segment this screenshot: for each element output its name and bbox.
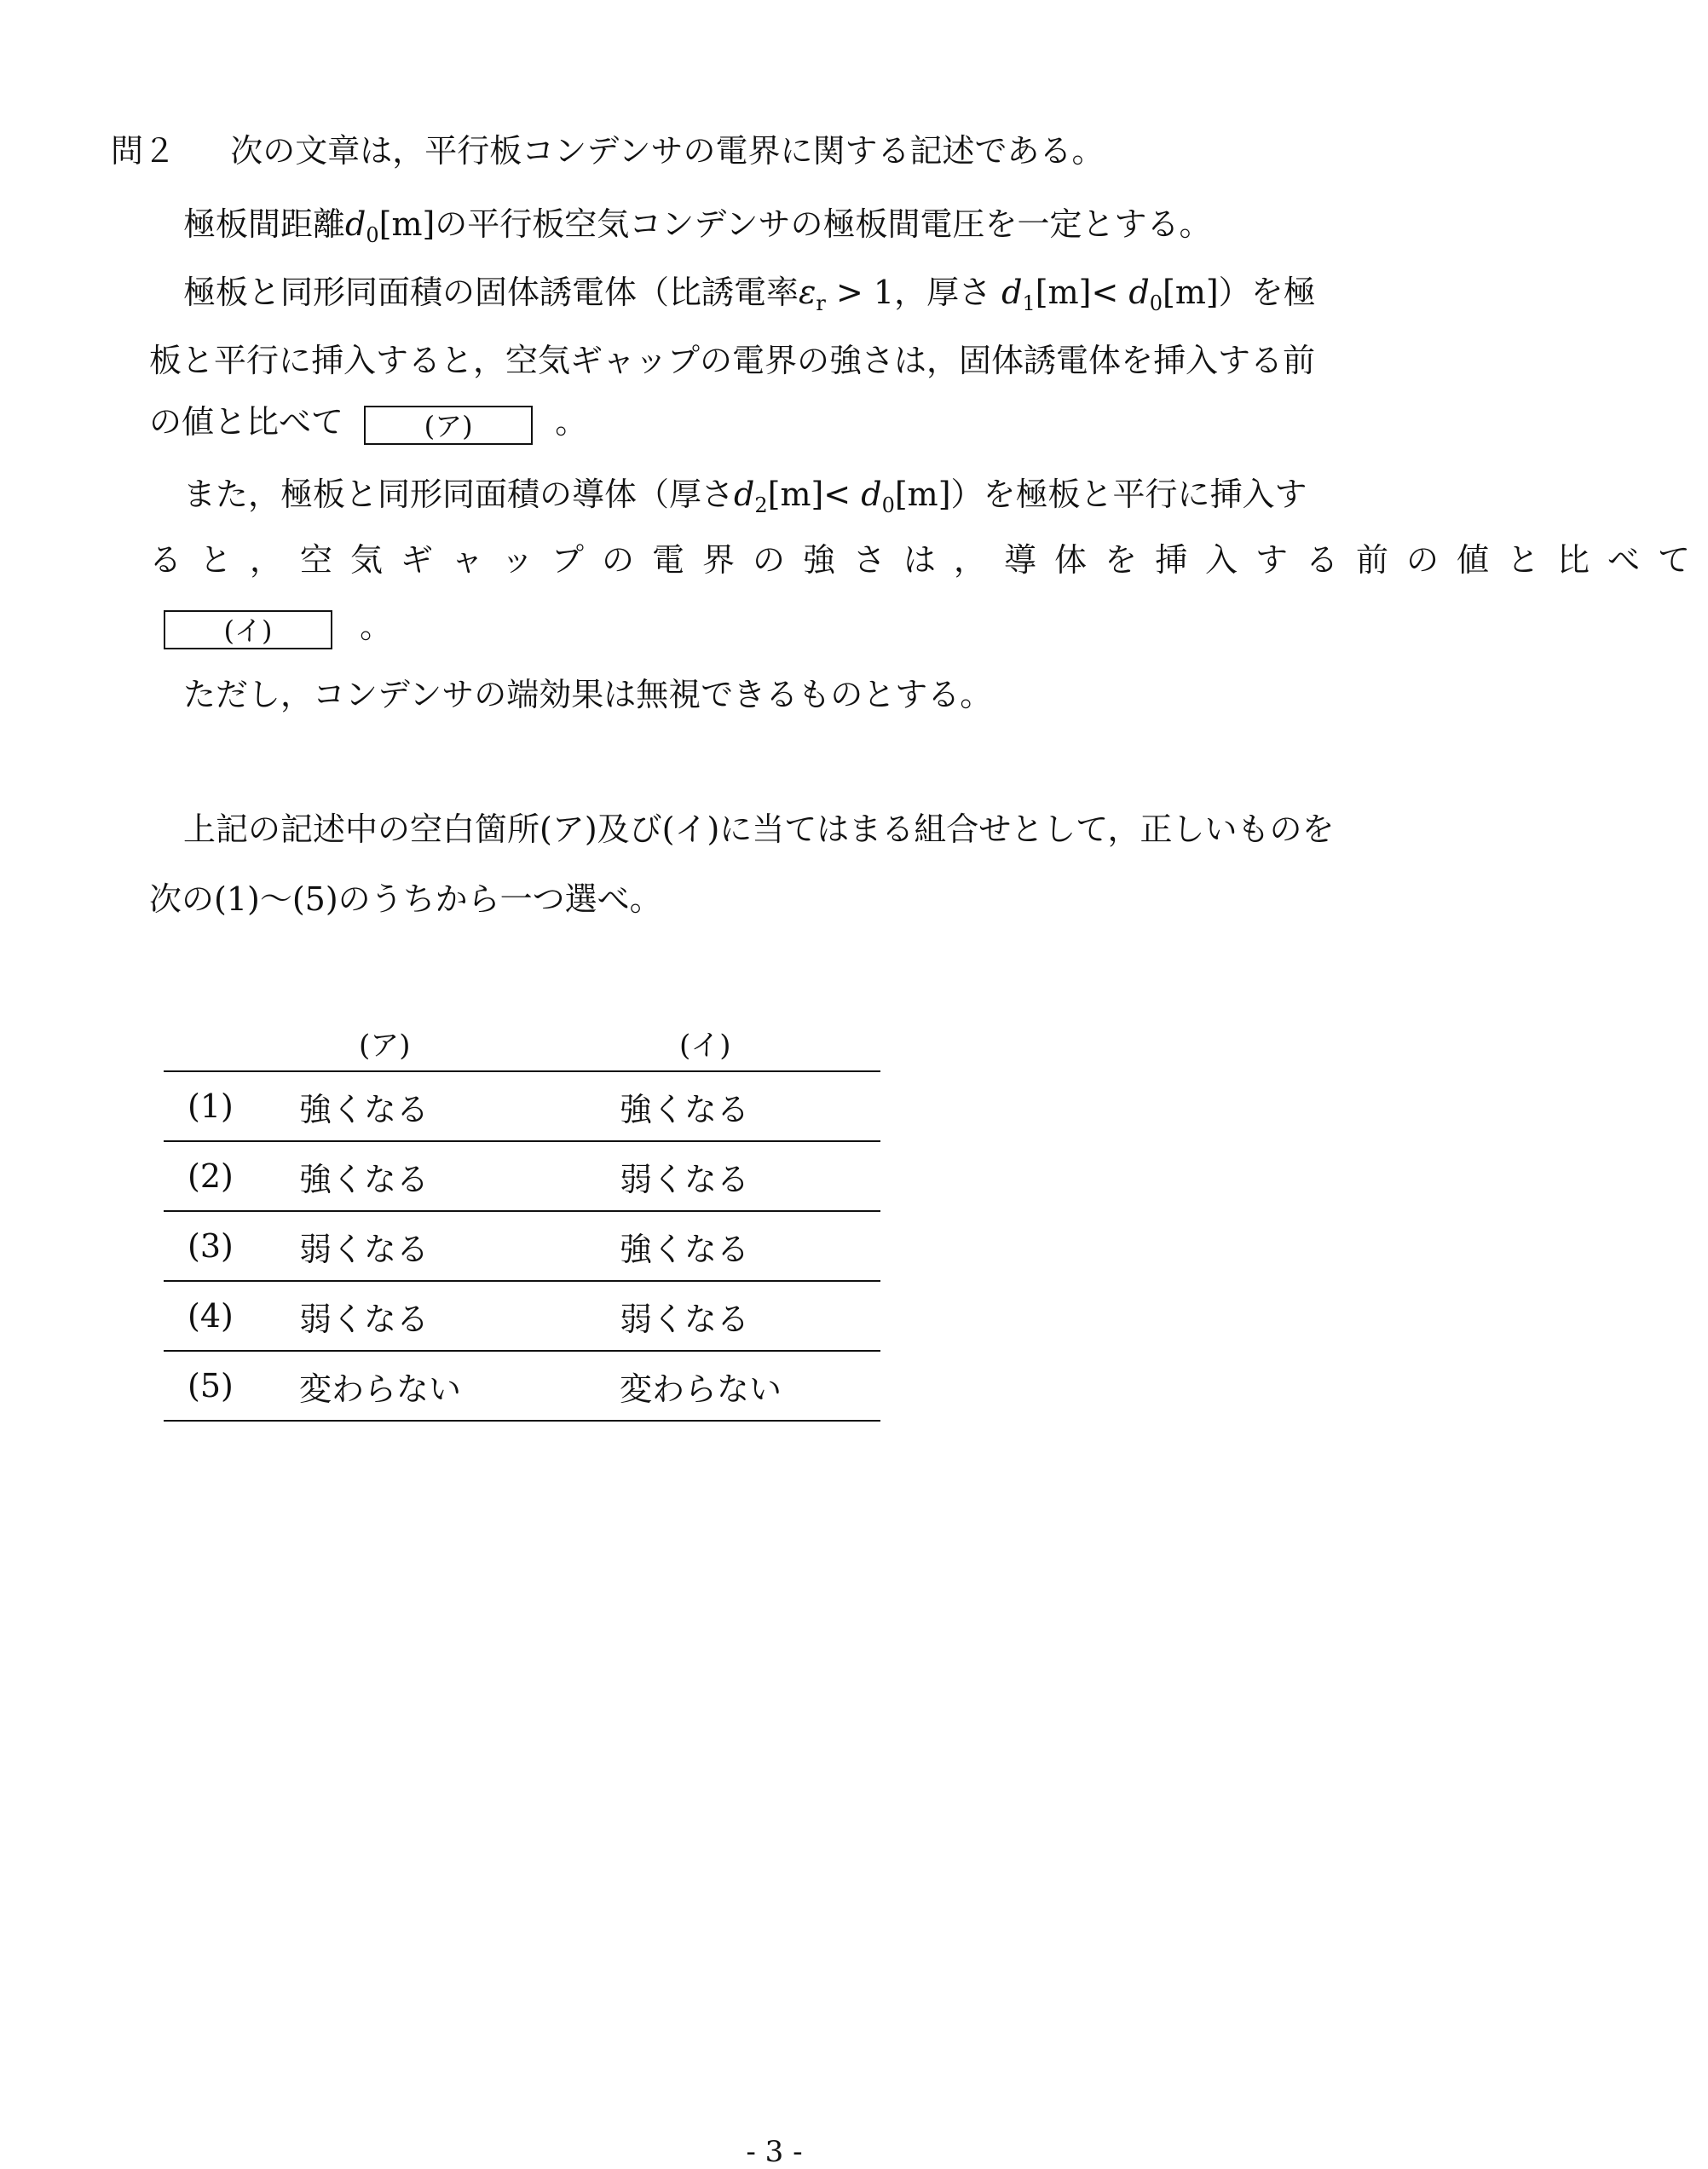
instruction-line-1: 上記の記述中の空白箇所(ア)及び(イ)に当てはまる組合せとして，正しいものを bbox=[183, 810, 1335, 848]
table-row bbox=[164, 1351, 880, 1421]
choice-cell-b: 強くなる bbox=[620, 1090, 750, 1128]
choice-number: (5) bbox=[188, 1367, 234, 1405]
table-header-cell bbox=[164, 1014, 299, 1071]
table-header-cell: (ア) bbox=[359, 1028, 411, 1063]
table-row bbox=[164, 1281, 880, 1351]
blank-b-box: (イ) bbox=[164, 610, 332, 649]
choice-number: (1) bbox=[188, 1087, 234, 1125]
paragraph-3-line-3 bbox=[164, 605, 392, 649]
question-heading bbox=[111, 130, 1104, 172]
table-row bbox=[164, 1141, 880, 1211]
paragraph-4: ただし，コンデンサの端効果は無視できるものとする。 bbox=[183, 676, 993, 713]
choice-cell-a: 変わらない bbox=[299, 1370, 462, 1408]
question-intro: 次の文章は，平行板コンデンサの電界に関する記述である。 bbox=[230, 132, 1105, 170]
period: 。 bbox=[555, 403, 588, 441]
answer-choices-table bbox=[164, 1014, 880, 1422]
paragraph-2-line-1: 極板と同形同面積の固体誘電体（比誘電率$\varepsilon_r > 1$，厚さ $d_1[m]< d_0[m]$）を極 bbox=[183, 274, 1316, 315]
choice-cell-a: 弱くなる bbox=[299, 1300, 430, 1338]
choice-cell-a: 弱くなる bbox=[299, 1230, 430, 1268]
choice-cell-b: 変わらない bbox=[620, 1370, 782, 1408]
paragraph-3-line-2: ると，空気ギャップの電界の強さは，導体を挿入する前の値と比べて bbox=[149, 541, 1708, 579]
question-number: 問２ bbox=[111, 132, 176, 170]
paragraph-2-line-2: 板と平行に挿入すると，空気ギャップの電界の強さは，固体誘電体を挿入する前 bbox=[149, 342, 1316, 379]
choice-number: (3) bbox=[188, 1227, 234, 1265]
paragraph-2-line-3: の値と比べて (ア) 。 bbox=[149, 401, 587, 445]
choice-cell-b: 弱くなる bbox=[620, 1160, 750, 1198]
choice-cell-b: 強くなる bbox=[620, 1230, 750, 1268]
choice-number: (4) bbox=[188, 1297, 234, 1335]
choice-cell-a: 強くなる bbox=[299, 1090, 430, 1128]
paragraph-1: 極板間距離$d_0[m]$の平行板空気コンデンサの極板間電圧を一定とする。 bbox=[183, 205, 1212, 247]
table-header-row bbox=[164, 1014, 880, 1071]
paragraph-3-line-1: また，極板と同形同面積の導体（厚さ$d_2[m]< d_0[m]$）を極板と平行に挿入す bbox=[183, 476, 1307, 517]
blank-a-box: (ア) bbox=[364, 406, 533, 445]
period: 。 bbox=[360, 608, 393, 645]
table-header-cell: (イ) bbox=[679, 1028, 731, 1063]
page-number: - 3 - bbox=[746, 2135, 803, 2169]
choice-cell-b: 弱くなる bbox=[620, 1300, 750, 1338]
choice-number: (2) bbox=[188, 1157, 234, 1195]
table-row bbox=[164, 1211, 880, 1281]
instruction-line-2: 次の(1)～(5)のうちから一つ選べ。 bbox=[149, 880, 662, 918]
table-row bbox=[164, 1071, 880, 1141]
choice-cell-a: 強くなる bbox=[299, 1160, 430, 1198]
